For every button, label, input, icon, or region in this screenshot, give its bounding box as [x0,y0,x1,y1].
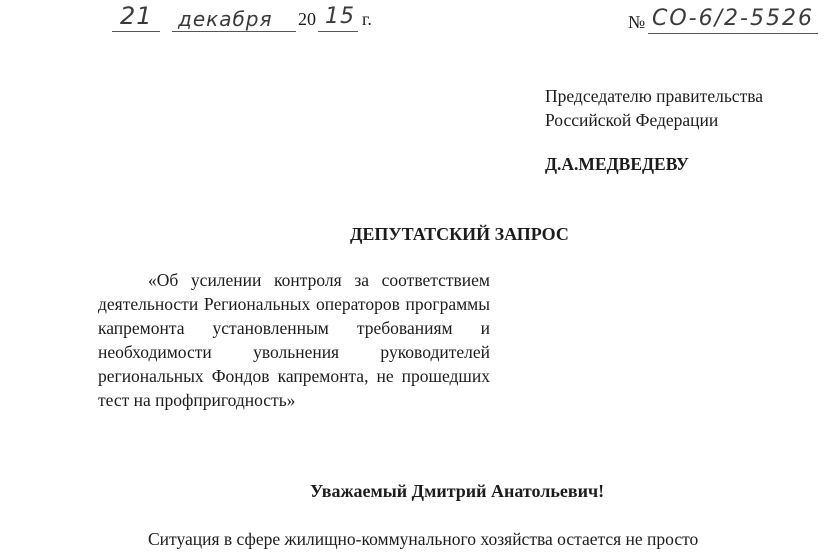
date-suffix: г. [362,9,372,29]
date-year-suffix: 15 [325,4,355,29]
date-year-prefix: 20 [298,9,316,29]
outgoing-number: СО-6/2-5526 [652,6,814,31]
request-subject: «Об усилении контроля за соответствием деятельности Региональных операторов программы капремонта установленным требованиям и необходимости увольнения руководителей региональных Фондов капремонта, не прошедших тест на профпригодность» [98,270,490,410]
addressee-line-2: Российской Федерации [545,110,719,130]
date-year-underline [318,31,358,32]
letter-body-first-line: Ситуация в сфере жилищно-коммунального хозяйства остается не просто [148,529,699,549]
request-title: ДЕПУТАТСКИЙ ЗАПРОС [350,224,569,244]
number-sign: № [628,12,646,32]
date-month-underline [172,31,296,32]
number-underline [648,33,818,34]
date-day-underline [112,31,160,32]
date-month: декабря [178,7,273,31]
addressee-name: Д.А.МЕДВЕДЕВУ [545,154,689,174]
date-day: 21 [120,2,153,30]
salutation: Уважаемый Дмитрий Анатольевич! [310,481,605,501]
addressee-line-1: Председателю правительства [545,86,764,106]
